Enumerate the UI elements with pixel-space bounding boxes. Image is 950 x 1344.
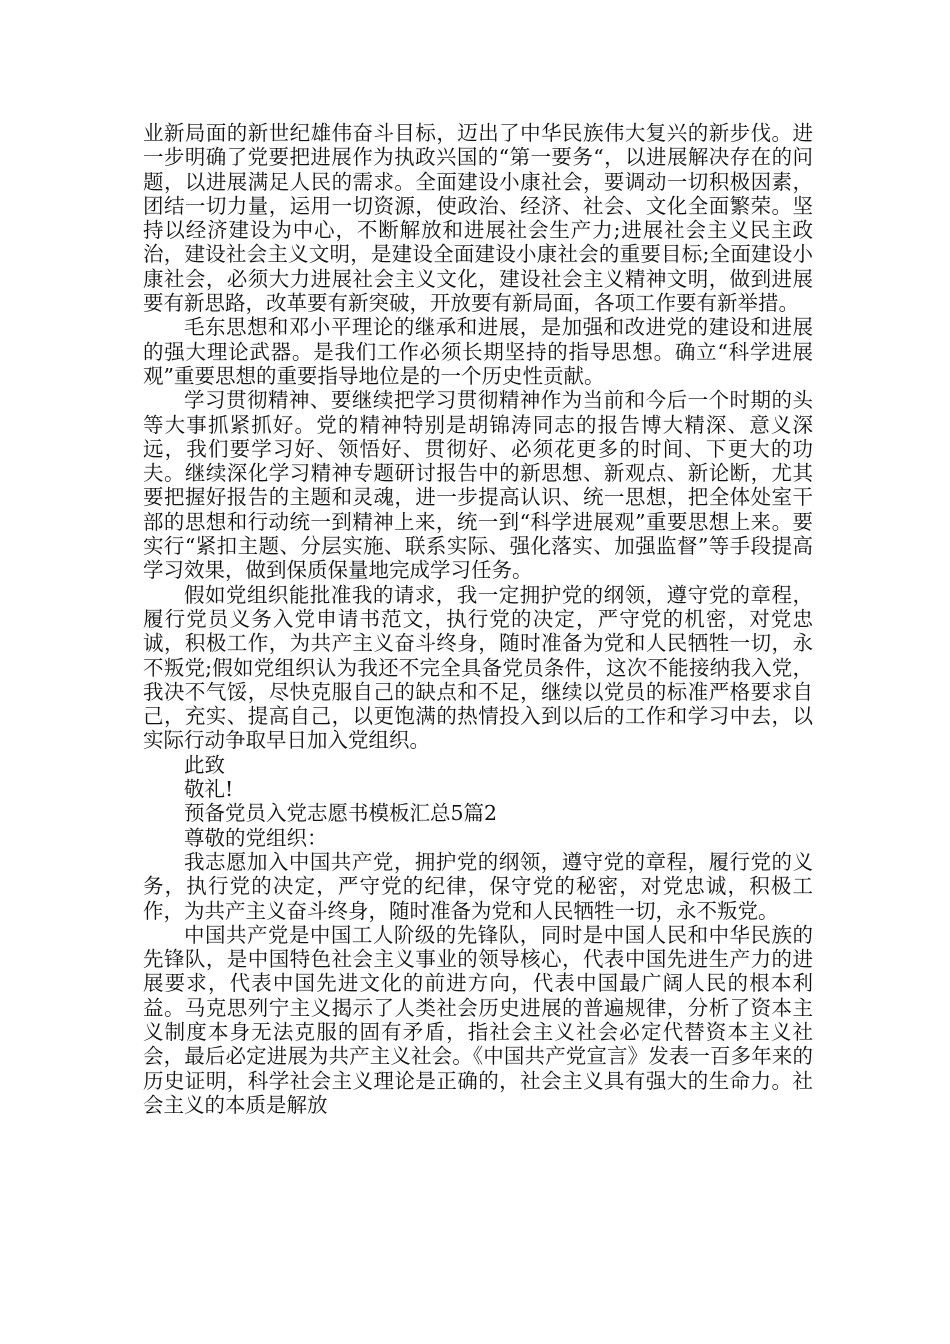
paragraph-study: 学习贯彻精神、要继续把学习贯彻精神作为当前和今后一个时期的头等大事抓紧抓好。党的精神特别是胡锦涛同志的报告博大精深、意义深远，我们要学习好、领悟好、贯彻好、必须花更多的时间、下更大的功夫。继续深化学习精神专题研讨报告中的新思想、新观点、新论断，尤其要把握好报告的主题和灵魂，进一步提高认识、统一思想，把全体处室干部的思想和行动统一到精神上来，统一到“科学进展观”重要思想上来。要实行“紧扣主题、分层实施、联系实际、强化落实、加强监督”等手段提高学习效果，做到保质保量地完成学习任务。 — [143, 388, 813, 583]
closing-regards: 敬礼! — [184, 777, 234, 802]
closing-salutation: 此致 — [184, 752, 225, 777]
paragraph-theory: 毛东思想和邓小平理论的继承和进展，是加强和改进党的建设和进展的强大理论武器。是我们工作必须长期坚持的指导思想。确立“科学进展观”重要思想的重要指导地位是的一个历史性贡献。 — [143, 315, 813, 388]
paragraph-pledge: 假如党组织能批准我的请求，我一定拥护党的纲领，遵守党的章程，履行党员义务入党申请书范文，执行党的决定，严守党的机密，对党忠诚，积极工作，为共产主义奋斗终身，随时准备为党和人民牺牲一切，永不叛党;假如党组织认为我还不完全具备党员条件，这次不能接纳我入党，我决不气馁，尽快克服自己的缺点和不足，继续以党员的标准严格要求自己，充实、提高自己，以更饱满的热情投入到以后的工作和学习中去，以实际行动争取早日加入党组织。 — [143, 582, 813, 753]
section-title: 预备党员入党志愿书模板汇总5篇2 — [184, 801, 498, 826]
paragraph-continuation: 业新局面的新世纪雄伟奋斗目标，迈出了中华民族伟大复兴的新步伐。进一步明确了党要把进展作为执政兴国的“第一要务“，以进展解决存在的问题，以进展满足人民的需求。全面建设小康社会，要调动一切积极因素，团结一切力量，运用一切资源，使政治、经济、社会、文化全面繁荣。坚持以经济建设为中心，不断解放和进展社会生产力;进展社会主义民主政治，建设社会主义文明，是建设全面建设小康社会的重要目标;全面建设小康社会，必须大力进展社会主义文化，建设社会主义精神文明，做到进展要有新思路，改革要有新突破，开放要有新局面，各项工作要有新举措。 — [143, 121, 813, 316]
paragraph-oath: 我志愿加入中国共产党，拥护党的纲领，遵守党的章程，履行党的义务，执行党的决定，严守党的纪律，保守党的秘密，对党忠诚，积极工作，为共产主义奋斗终身，随时准备为党和人民牺牲一切，永不叛党。 — [143, 849, 813, 923]
document-body — [143, 121, 813, 1117]
paragraph-party-nature: 中国共产党是中国工人阶级的先锋队，同时是中国人民和中华民族的先锋队，是中国特色社会主义事业的领导核心，代表中国先进生产力的进展要求，代表中国先进文化的前进方向，代表中国最广阔人民的根本利益。马克思列宁主义揭示了人类社会历史进展的普遍规律，分析了资本主义制度本身无法克服的固有矛盾，指社会主义社会必定代替资本主义社会，最后必定进展为共产主义社会。《中国共产党宣言》发表一百多年来的历史证明，科学社会主义理论是正确的，社会主义具有强大的生命力。社会主义的本质是解放 — [143, 922, 813, 1117]
greeting: 尊敬的党组织： — [184, 825, 328, 850]
